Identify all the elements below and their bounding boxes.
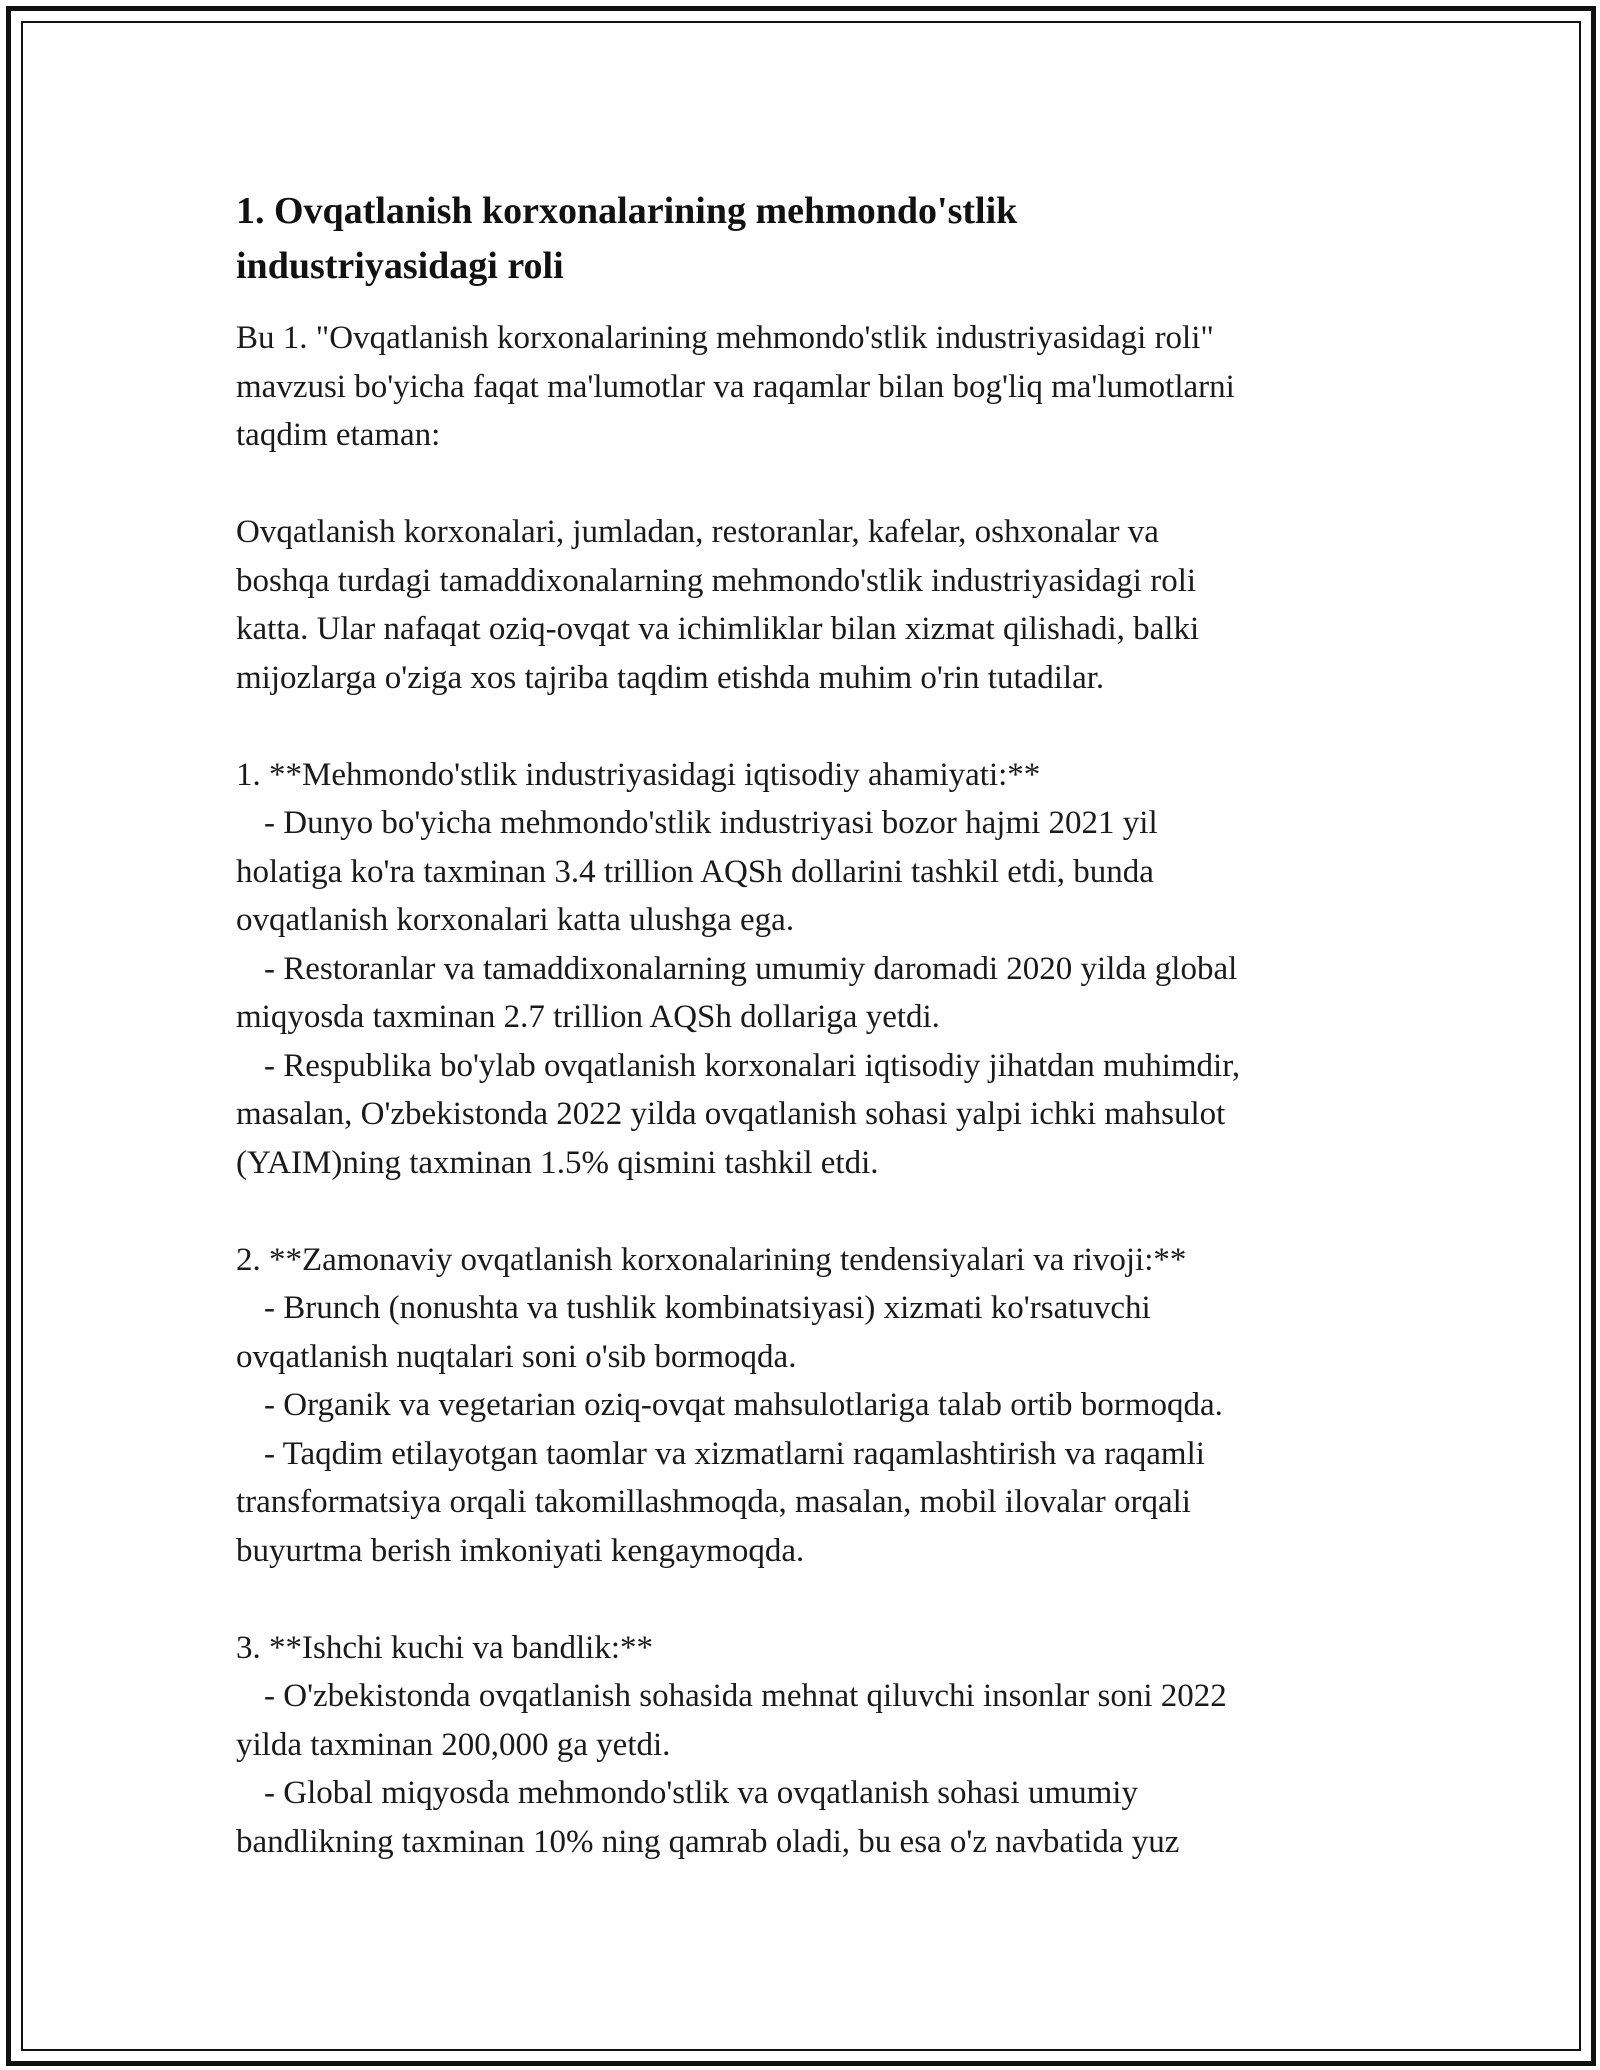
bullet-line: - Global miqyosda mehmondo'stlik va ovqatlanish sohasi umumiy (264, 1775, 1138, 1811)
text-line: boshqa turdagi tamaddixonalarning mehmondo'stlik industriyasidagi roli (236, 562, 1197, 599)
text-line: masalan, O'zbekistonda 2022 yilda ovqatlanish sohasi yalpi ichki mahsulot (236, 1096, 1226, 1132)
intro-paragraph (236, 314, 1376, 460)
text-line: Ovqatlanish korxonalari, jumladan, restoranlar, kafelar, oshxonalar va (236, 514, 1159, 550)
text-line: mijozlarga o'ziga xos tajriba taqdim etishda muhim o'rin tutadilar. (236, 659, 1105, 696)
section-heading: 2. **Zamonaviy ovqatlanish korxonalarining tendensiyalari va rivoji:** (236, 1241, 1187, 1278)
text-line: bandlikning taxminan 10% ning qamrab oladi, bu esa o'z navbatida yuz (236, 1823, 1180, 1860)
section-heading: 1. **Mehmondo'stlik industriyasidagi iqtisodiy ahamiyati:** (236, 756, 1041, 793)
document-title (236, 184, 1376, 294)
text-line: transformatsiya orqali takomillashmoqda, masalan, mobil ilovalar orqali (236, 1484, 1191, 1520)
document-body (236, 184, 1376, 1866)
section-trends (236, 1236, 1376, 1576)
section-economic-importance (236, 751, 1376, 1188)
text-line: (YAIM)ning taxminan 1.5% qismini tashkil etdi. (236, 1144, 879, 1181)
section-workforce (236, 1624, 1376, 1867)
text-line: katta. Ular nafaqat oziq-ovqat va ichimliklar bilan xizmat qilishadi, balki (236, 611, 1200, 647)
bullet-line: - Taqdim etilayotgan taomlar va xizmatlarni raqamlashtirish va raqamli (264, 1435, 1205, 1472)
overview-paragraph (236, 508, 1376, 702)
text-line: mavzusi bo'yicha faqat ma'lumotlar va raqamlar bilan bog'liq ma'lumotlarni (236, 368, 1235, 405)
title-line: 1. Ovqatlanish korxonalarining mehmondo'stlik (236, 190, 1018, 232)
text-line: miqyosda taxminan 2.7 trillion AQSh dollariga yetdi. (236, 999, 940, 1035)
bullet-line: - Brunch (nonushta va tushlik kombinatsiyasi) xizmati ko'rsatuvchi (264, 1290, 1151, 1326)
bullet-line: - Dunyo bo'yicha mehmondo'stlik industriyasi bozor hajmi 2021 yil (264, 805, 1158, 841)
text-line: taqdim etaman: (236, 417, 441, 453)
text-line: ovqatlanish korxonalari katta ulushga ega. (236, 902, 795, 938)
bullet-line: - Restoranlar va tamaddixonalarning umumiy daromadi 2020 yilda global (264, 950, 1238, 987)
text-line: Bu 1. "Ovqatlanish korxonalarining mehmondo'stlik industriyasidagi roli" (236, 320, 1214, 356)
bullet-line: - Organik va vegetarian oziq-ovqat mahsulotlariga talab ortib bormoqda. (264, 1387, 1223, 1423)
title-line: industriyasidagi roli (236, 245, 564, 287)
text-line: yilda taxminan 200,000 ga yetdi. (236, 1726, 671, 1763)
section-heading: 3. **Ishchi kuchi va bandlik:** (236, 1629, 654, 1666)
bullet-line: - Respublika bo'ylab ovqatlanish korxonalari iqtisodiy jihatdan muhimdir, (264, 1047, 1241, 1084)
bullet-line: - O'zbekistonda ovqatlanish sohasida mehnat qiluvchi insonlar soni 2022 (264, 1678, 1227, 1714)
text-line: buyurtma berish imkoniyati kengaymoqda. (236, 1532, 805, 1569)
text-line: holatiga ko'ra taxminan 3.4 trillion AQSh dollarini tashkil etdi, bunda (236, 853, 1154, 890)
text-line: ovqatlanish nuqtalari soni o'sib bormoqda. (236, 1338, 797, 1375)
